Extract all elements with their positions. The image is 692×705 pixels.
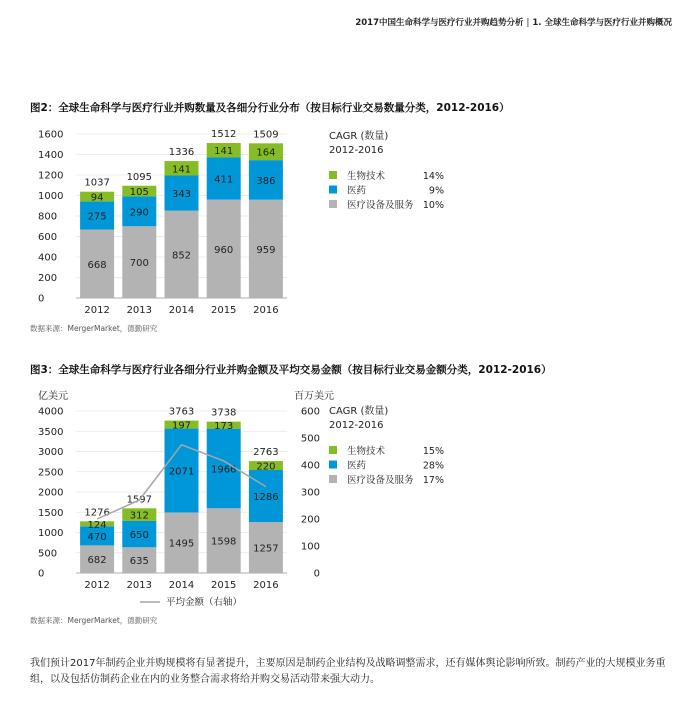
y2-tick-label: 0 [313,568,320,580]
body-paragraph: 我们预计2017年制药企业并购规模将有显著提升，主要原因是制药企业结构及战略调整需求，还有媒体舆论影响所致。制药产业的大规模业务重组，以及包括仿制药企业在内的业务整合需求将给并购交易活动带来强大动力。 [30,658,666,685]
x-tick-label: 2015 [210,305,237,316]
data-label: 105 [129,187,149,199]
data-label: 1286 [253,492,279,504]
total-label: 3763 [168,406,195,418]
data-label: 1966 [210,464,237,476]
x-tick-label: 2013 [126,305,153,316]
total-label: 2763 [253,447,279,459]
total-label: 1276 [84,507,110,519]
total-label: 1512 [210,129,237,141]
legend-swatch [329,171,337,179]
data-label: 852 [171,250,192,262]
legend-title: CAGR (数量) [329,131,389,142]
legend-period: 2012-2016 [329,145,384,156]
header-separator: | [526,18,530,28]
legend-label: 医疗设备及服务 [347,200,414,211]
legend-label: 生物技术 [347,446,386,457]
y-tick-label: 1200 [38,170,64,182]
y-tick-label: 800 [38,211,58,223]
x-tick-label: 2016 [253,580,279,591]
data-label: 173 [214,421,234,433]
legend-label: 生物技术 [347,171,386,182]
y-tick-label: 1400 [38,150,64,161]
figure2-title: 图2：全球生命科学与医疗行业并购数量及各细分行业分布（按目标行业交易数量分类，2012-2016） [30,102,510,114]
total-label: 1509 [253,129,279,141]
legend-cagr: 15% [422,446,444,457]
data-label: 635 [129,556,149,568]
figure3-source: 数据来源：MergerMarket，德勤研究 [30,616,158,625]
y2-tick-label: 100 [300,541,320,553]
x-tick-label: 2014 [168,305,195,316]
y-tick-label: 4000 [38,406,64,418]
total-label: 1597 [126,494,153,506]
data-label: 312 [129,510,149,522]
x-tick-label: 2012 [84,580,110,591]
y2-tick-label: 600 [300,406,320,418]
y-tick-label: 600 [38,232,58,243]
data-label: 94 [90,192,104,204]
y2-tick-label: 400 [300,460,320,472]
figure3-chart [0,378,692,613]
y-tick-label: 2000 [38,487,64,499]
y-tick-label: 3000 [38,447,64,458]
figure2-source: 数据来源：MergerMarket，德勤研究 [30,324,158,333]
data-label: 220 [256,461,276,473]
x-tick-label: 2015 [210,580,237,591]
total-label: 1095 [126,171,153,183]
y-tick-label: 1600 [38,129,64,141]
total-label: 1037 [84,177,110,189]
y-tick-label: 1500 [38,507,64,519]
y-tick-label: 500 [38,548,58,560]
total-label: 1336 [168,147,195,159]
legend-label: 医疗设备及服务 [347,475,414,486]
y-tick-label: 400 [38,252,58,264]
data-label: 141 [171,164,192,176]
total-label: 3738 [210,407,237,419]
legend-label: 医药 [347,460,367,472]
figure3-title: 图3：全球生命科学与医疗行业各细分行业并购金额及平均交易金额（按目标行业交易金额分类，2012-2016） [30,364,552,376]
y-axis-title: 亿美元 [38,391,68,402]
legend-cagr: 28% [422,460,444,472]
figure2-chart [0,120,692,320]
legend-swatch [329,475,337,483]
legend-swatch [329,461,337,469]
data-label: 411 [214,174,234,186]
page-header [355,16,672,28]
data-label: 290 [129,207,149,219]
y2-tick-label: 500 [300,433,320,445]
y-tick-label: 0 [38,568,45,580]
data-label: 1598 [210,536,237,548]
x-tick-label: 2012 [84,305,110,316]
data-label: 275 [87,211,107,223]
x-tick-label: 2014 [168,580,195,591]
y2-axis-title: 百万美元 [294,391,334,402]
data-label: 1495 [168,538,195,550]
legend-period: 2012-2016 [329,420,384,431]
legend-swatch [329,186,337,194]
y-tick-label: 1000 [38,191,64,202]
data-label: 682 [87,555,107,567]
legend-title: CAGR (数量) [329,406,389,417]
legend-swatch [329,446,337,454]
data-label: 668 [87,259,107,271]
report-title: 2017中国生命科学与医疗行业并购趋势分析 [355,18,524,28]
data-label: 197 [171,420,192,432]
y2-tick-label: 300 [300,487,320,499]
legend-cagr: 14% [422,171,444,182]
y2-tick-label: 200 [300,514,320,526]
data-label: 700 [129,258,149,270]
x-tick-label: 2016 [253,305,279,316]
legend-cagr: 17% [422,475,444,486]
y-tick-label: 2500 [38,467,64,479]
data-label: 386 [256,175,276,187]
legend-cagr: 10% [422,200,444,211]
data-label: 2071 [168,466,195,478]
data-label: 343 [171,189,192,201]
legend-swatch [329,200,337,208]
data-label: 650 [129,530,149,542]
legend-cagr: 9% [428,185,444,197]
legend-label: 医药 [347,185,367,197]
data-label: 470 [87,531,107,543]
x-tick-label: 2013 [126,580,153,591]
data-label: 141 [214,146,234,158]
y-tick-label: 1000 [38,528,64,539]
section-title: 1. 全球生命科学与医疗行业并购概况 [532,18,672,28]
y-tick-label: 0 [38,293,45,305]
data-label: 959 [256,244,276,256]
data-label: 124 [87,519,107,531]
data-label: 960 [214,244,234,256]
y-tick-label: 200 [38,273,58,284]
data-label: 164 [256,147,276,159]
average-line-legend-label: 平均金额（右轴） [166,597,243,608]
y-tick-label: 3500 [38,426,64,438]
data-label: 1257 [253,543,279,555]
